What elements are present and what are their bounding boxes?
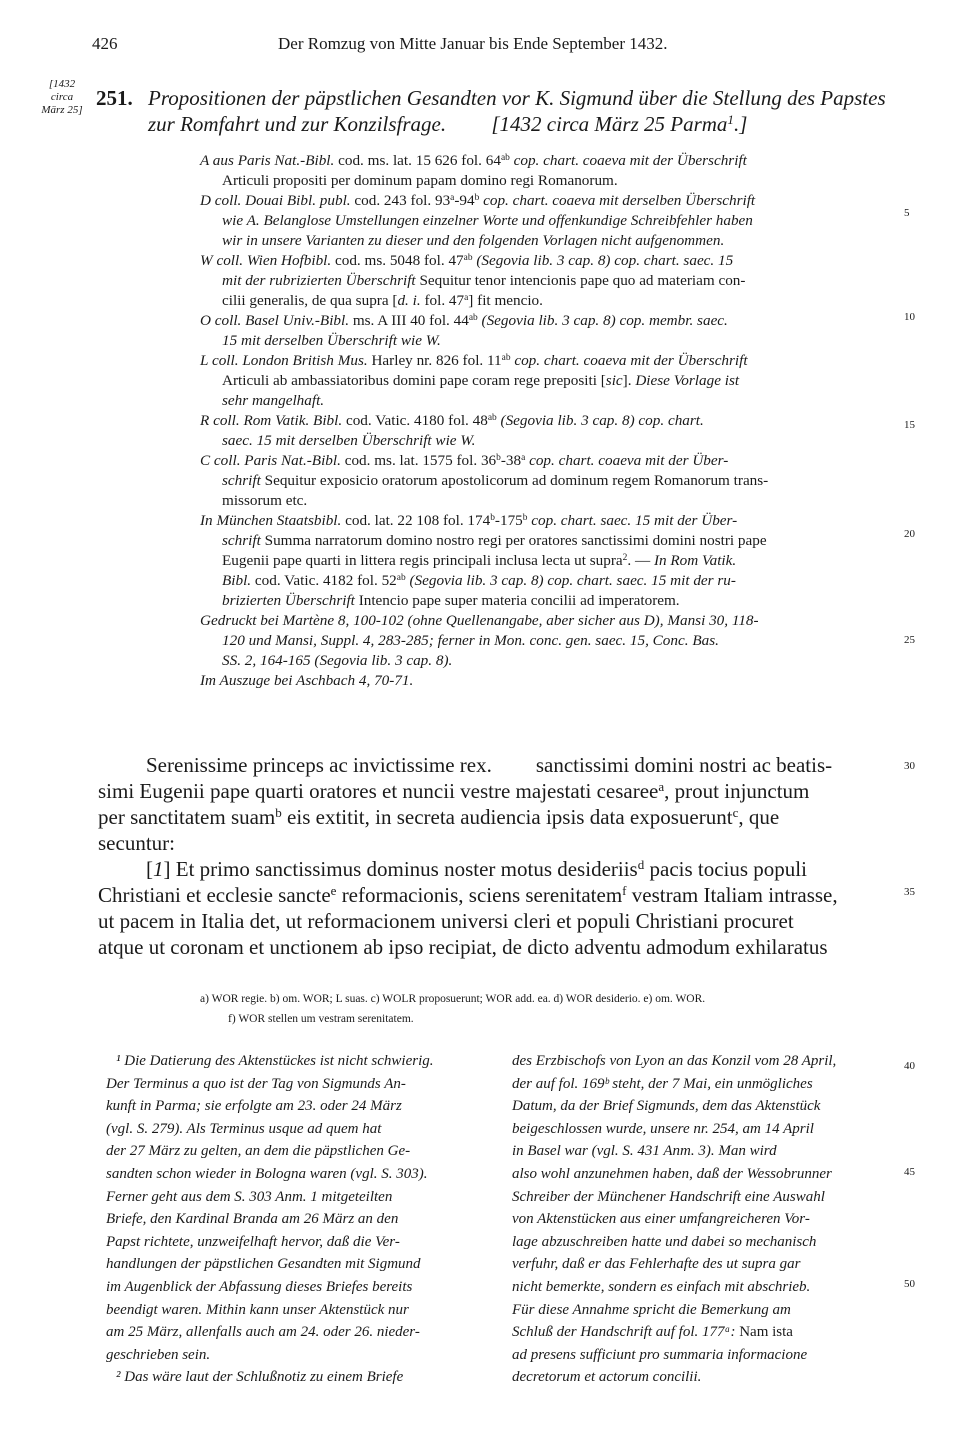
footnote-line: kunft in Parma; sie erfolgte am 23. oder 24 März [106, 1098, 402, 1115]
document-date-close: .] [733, 112, 748, 136]
footnote-line: sandten schon wieder in Bologna waren (vgl. S. 303). [106, 1165, 428, 1182]
main-text-line2: simi Eugenii pape quarti oratores et nuncii vestre majestati cesaree$^a$, prout injunctum [98, 778, 810, 803]
line-number: 10 [904, 311, 915, 323]
source-M-line3: Eugenii pape quarti in littera regis principali inclusa lecta ut supra$^2$. — In Rom Vatik. [222, 552, 737, 569]
source-D-line2: wie A. Belanglose Umstellungen einzelner Worte und offenkundige Schreibfehler haben [222, 212, 753, 229]
source-C-line1: C coll. Paris Nat.-Bibl. cod. ms. lat. 1575 fol. 36$^b$-38$^a$ cop. chart. coaeva mit der Über- [200, 452, 729, 469]
footnote-quote: Nam ista [739, 1324, 793, 1341]
line-number: 40 [904, 1060, 915, 1072]
source-A-line1: A aus Paris Nat.-Bibl. cod. ms. lat. 15 626 fol. $64^{ab}$ cop. chart. coaeva mit der Überschrift [200, 152, 747, 169]
line-number: 15 [904, 419, 915, 431]
footnote-line: handlungen der päpstlichen Gesandten mit Sigmund [106, 1256, 421, 1273]
margin-date [30, 78, 94, 117]
source-O-line1: O coll. Basel Univ.-Bibl. ms. A III 40 fol. $44^{ab}$ (Segovia lib. 3 cap. 8) cop. membr. saec. [200, 312, 728, 329]
footnote-line: Der Terminus a quo ist der Tag von Sigmunds An- [106, 1075, 406, 1092]
footnote-line: Schluß der Handschrift auf fol. 177ᵃ: Nam ista [512, 1324, 793, 1341]
footnote-line: beigeschlossen wurde, unsere nr. 254, am 14 April [512, 1120, 814, 1137]
footnote-line: Briefe, den Kardinal Branda am 26 März an den [106, 1211, 399, 1228]
line-number: 5 [904, 207, 910, 219]
footnote-line: also wohl anzunehmen haben, daß der Wessobrunner [512, 1165, 832, 1182]
footnote-line: (vgl. S. 279). Als Terminus usque ad quem hat [106, 1120, 382, 1137]
source-C-line3: missorum etc. [222, 492, 308, 509]
source-D-line1: D coll. Douai Bibl. publ. cod. 243 fol. 93$^a$-94$^b$ cop. chart. coaeva mit derselben Überschrift [200, 192, 756, 209]
source-L-line1: L coll. London British Mus. Harley nr. 826 fol. $11^{ab}$ cop. chart. coaeva mit der Überschrift [200, 352, 748, 369]
footnotes-left-column [106, 1050, 486, 1389]
printed-edition-line1: Gedruckt bei Martène 8, 100-102 (ohne Quellenangabe, aber sicher aus D), Mansi 30, 118- [200, 612, 759, 629]
footnote-ref-1: 1 [727, 111, 734, 127]
document-title-line1: Propositionen der päpstlichen Gesandten vor K. Sigmund über die Stellung des Papstes [148, 86, 886, 110]
source-W-line1: W coll. Wien Hofbibl. cod. ms. 5048 fol. $47^{ab}$ (Segovia lib. 3 cap. 8) cop. chart. saec. 15 [200, 252, 734, 269]
source-O-line2: 15 mit derselben Überschrift wie W. [222, 332, 441, 349]
line-number: 45 [904, 1166, 915, 1178]
line-number: 35 [904, 886, 915, 898]
source-A-line2: Articuli propositi per dominum papam domino regi Romanorum. [222, 172, 618, 189]
footnote-line: in Basel war (vgl. S. 431 Anm. 3). Man wird [512, 1143, 777, 1160]
source-R-line2: saec. 15 mit derselben Überschrift wie W. [222, 432, 476, 449]
line-number: 50 [904, 1278, 915, 1290]
document-date: [1432 circa März 25 Parma [491, 112, 728, 136]
main-text-line7: ut pacem in Italia det, ut reformacionem universi cleri et populi Christiani procuret [98, 909, 794, 933]
main-text-line4: secuntur: [98, 831, 175, 855]
main-text-line1: Serenissime princeps ac invictissime rex. sanctissimi domini nostri ac beatis- [146, 753, 833, 777]
footnote-line: von Aktenstücken aus einer umfangreicheren Vor- [512, 1211, 810, 1228]
printed-edition-line2: 120 und Mansi, Suppl. 4, 283-285; ferner in Mon. conc. gen. saec. 15, Conc. Bas. [222, 632, 719, 649]
line-number: 25 [904, 634, 915, 646]
footnote-line: Datum, da der Brief Sigmunds, dem das Aktenstück [512, 1098, 821, 1115]
footnote-line: Ferner geht aus dem S. 303 Anm. 1 mitgeteilten [106, 1188, 393, 1205]
source-M-line2: schrift Summa narratorum domino nostro regi per oratores sanctissimi domini nostri pape [222, 532, 767, 549]
source-R-line1: R coll. Rom Vatik. Bibl. cod. Vatic. 4180 fol. $48^{ab}$ (Segovia lib. 3 cap. 8) cop. chart. [200, 412, 704, 429]
main-text-line3: per sanctitatem suam$^b$ eis extitit, in secreta audiencia ipsis data exposuerunt$^c$, que [98, 804, 780, 829]
margin-date-day: März 25] [41, 104, 83, 116]
source-M-line4: Bibl. cod. Vatic. 4182 fol. $52^{ab}$ (Segovia lib. 3 cap. 8) cop. chart. saec. 15 mit der ru- [222, 572, 736, 589]
apparatus-line2: f) WOR stellen um vestram serenitatem. [228, 1013, 414, 1025]
margin-date-circa: circa [50, 91, 74, 103]
footnote-line: lage abzuschreiben hatte und dabei so mechanisch [512, 1233, 817, 1250]
footnote-line: Für diese Annahme spricht die Bemerkung am [512, 1301, 791, 1318]
source-D-line3: wir in unsere Varianten zu dieser und den folgenden Vorlagen nicht aufgenommen. [222, 232, 725, 249]
source-L-line3: sehr mangelhaft. [222, 392, 325, 409]
footnote-line: ¹ Die Datierung des Aktenstückes ist nicht schwierig. [116, 1053, 434, 1069]
footnotes-right-column [512, 1050, 900, 1389]
footnote-line: verfuhr, daß er das Fehlerhafte des ut supra gar [512, 1256, 801, 1273]
line-number: 20 [904, 528, 915, 540]
footnote-line: ² Das wäre laut der Schlußnotiz zu einem Briefe [116, 1369, 404, 1386]
main-text-line6: Christiani et ecclesie sancte$^e$ reformacionis, sciens serenitatem$^f$ vestram Italiam intrasse, [98, 882, 838, 907]
source-L-line2: Articuli ab ambassiatoribus domini pape coram rege prepositi [sic]. Diese Vorlage ist [222, 372, 740, 389]
footnote-line: Schreiber der Münchener Handschrift eine Auswahl [512, 1188, 825, 1205]
footnote-line: nicht bemerkte, sondern es einfach mit abschrieb. [512, 1278, 811, 1295]
source-C-line2: schrift Sequitur exposicio oratorum apostolicorum ad dominum regem Romanorum trans- [222, 472, 769, 489]
source-W-line3: cilii generalis, de qua supra [d. i. fol. 47$^a$] fit mencio. [222, 292, 543, 309]
source-W-line2: mit der rubrizierten Überschrift Sequitur tenor intencionis pape quo ad materiam con- [222, 272, 746, 289]
footnote-line: am 25 März, allenfalls auch am 24. oder 26. nieder- [106, 1324, 420, 1341]
excerpt-note: Im Auszuge bei Aschbach 4, 70-71. [200, 672, 414, 689]
apparatus-line1: a) WOR regie. b) om. WOR; L suas. c) WOLR proposuerunt; WOR add. ea. d) WOR desiderio. e) om. WOR. [200, 993, 706, 1005]
footnote-line: geschrieben sein. [106, 1346, 211, 1363]
page-number: 426 [92, 34, 118, 53]
main-text-line5: [1] Et primo sanctissimus dominus noster motus desideriis$^d$ pacis tocius populi [146, 856, 807, 881]
line-number: 30 [904, 760, 915, 772]
printed-edition-line3: SS. 2, 164-165 (Segovia lib. 3 cap. 8). [222, 652, 453, 669]
footnote-line: ad presens sufficiunt pro summaria informacione [512, 1346, 808, 1363]
footnote-line: beendigt waren. Mithin kann unser Aktenstück nur [106, 1301, 409, 1318]
footnote-line: decretorum et actorum concilii. [512, 1369, 702, 1386]
footnote-line: der 27 März zu gelten, an dem die päpstlichen Ge- [106, 1143, 411, 1160]
document-title-line2 [148, 112, 747, 137]
footnote-line: der auf fol. 169ᵇ steht, der 7 Mai, ein unmögliches [512, 1075, 813, 1092]
footnote-line: im Augenblick der Abfassung dieses Briefes bereits [106, 1278, 413, 1295]
margin-date-year: [1432 [48, 78, 76, 90]
source-M-line5: brizierten Überschrift Intencio pape super materia concilii ad imperatorem. [222, 592, 680, 609]
running-title: Der Romzug von Mitte Januar bis Ende September 1432. [278, 34, 668, 53]
source-M-line1: In München Staatsbibl. cod. lat. 22 108 fol. 174$^b$-175$^b$ cop. chart. saec. 15 mit der Über- [200, 512, 738, 529]
footnote-line: Papst richtete, unzweifelhaft hervor, daß die Ver- [106, 1233, 400, 1250]
document-title-subject: zur Romfahrt und zur Konzilsfrage. [148, 112, 447, 136]
footnote-line: des Erzbischofs von Lyon an das Konzil vom 28 April, [512, 1053, 837, 1069]
main-text-line8: atque ut coronam et unctionem ab ipso recipiat, de dicto adventu admodum exhilaratus [98, 935, 828, 959]
document-number: 251. [96, 86, 133, 110]
